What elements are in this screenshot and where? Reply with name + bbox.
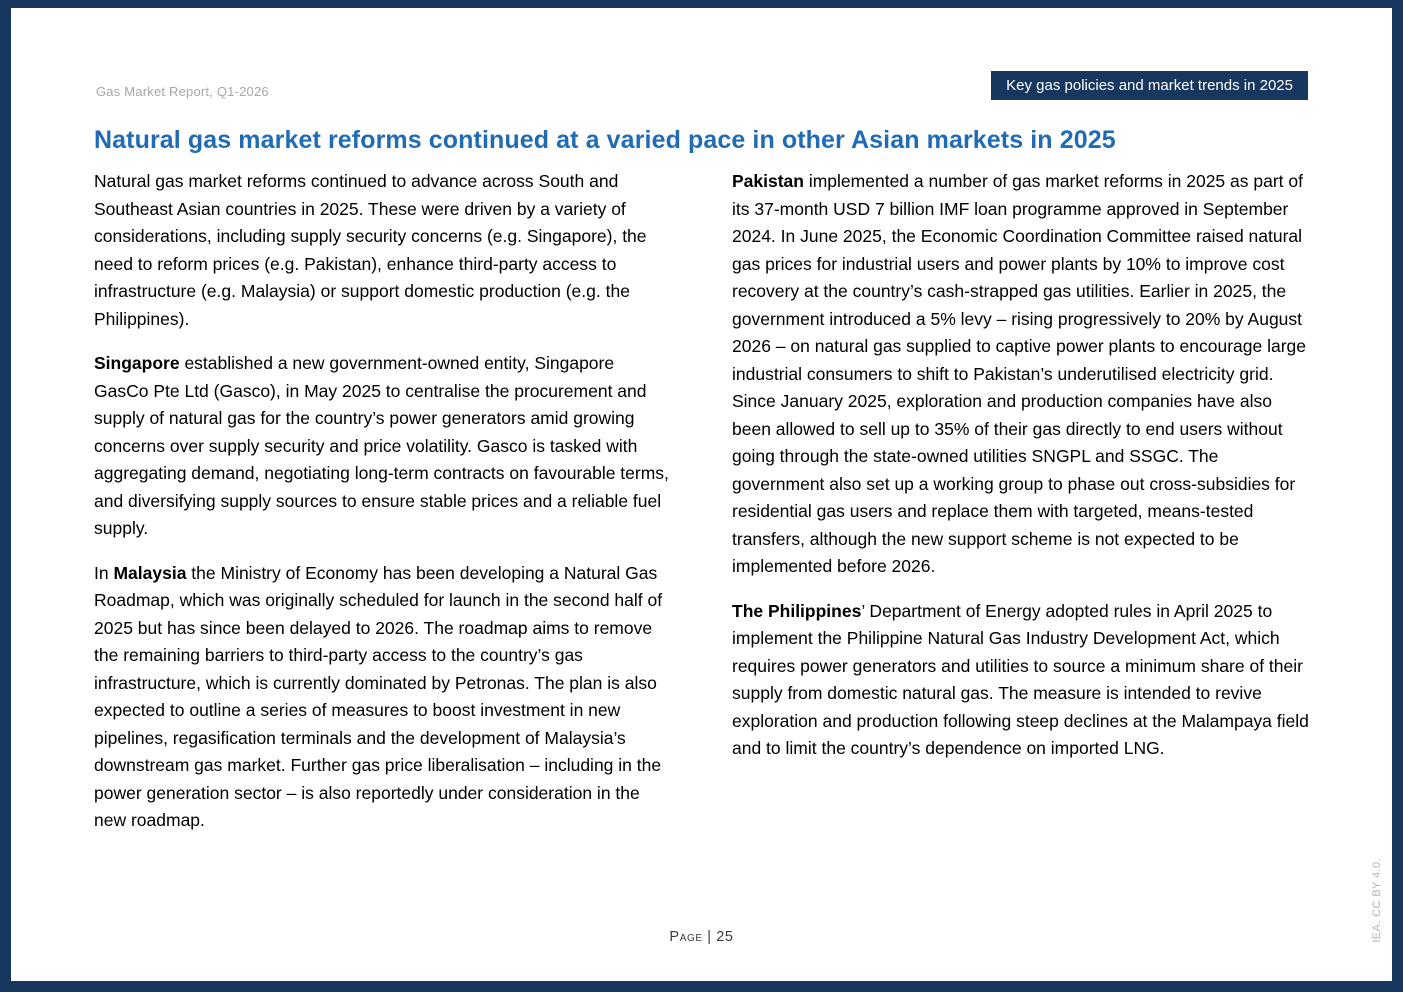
page-footer <box>11 928 1392 946</box>
paragraph-intro <box>94 168 672 333</box>
paragraph-pre: In <box>94 562 114 583</box>
paragraph-text: implemented a number of gas market reforms in 2025 as part of its 37-month USD 7 billion IMF loan programme approved in September 2024. In June 2025, the Economic Coordination Committee raised natural gas prices for industrial users and power plants by 10% to improve cost recovery at the country’s cash-strapped gas utilities. Earlier in 2025, the government introduced a 5% levy – rising progressively to 20% by August 2026 – on natural gas supplied to captive power plants to encourage large industrial consumers to shift to Pakistan’s underutilised electricity grid. Since January 2025, exploration and production companies have also been allowed to sell up to 35% of their gas directly to end users without going through the state-owned utilities SNGPL and SSGC. The government also set up a working group to phase out cross-subsidies for residential gas users and replace them with targeted, means-tested transfers, although the new support scheme is not expected to be implemented before 2026. <box>732 171 1307 576</box>
paragraph-text: ’ Department of Energy adopted rules in April 2025 to implement the Philippine Natural Gas Industry Development Act, which requires power generators and utilities to source a minimum share of their supply from domestic natural gas. The measure is intended to revive exploration and production following steep declines at the Malampaya field and to limit the country’s dependence on imported LNG. <box>732 600 1309 758</box>
paragraph-malaysia <box>94 560 672 835</box>
paragraph-singapore <box>94 350 672 543</box>
section-banner <box>991 71 1308 100</box>
report-label: Gas Market Report, Q1-2026 <box>96 84 269 99</box>
section-banner-text: Key gas policies and market trends in 2025 <box>1006 77 1293 94</box>
paragraph-philippines <box>732 598 1310 763</box>
paragraph-lead: Malaysia <box>113 562 187 583</box>
page-title: Natural gas market reforms continued at a varied pace in other Asian markets in 2025 <box>94 126 1116 154</box>
paragraph-lead: The Philippines <box>732 600 862 621</box>
paragraph-text: Natural gas market reforms continued to advance across South and Southeast Asian countries in 2025. These were driven by a variety of considerations, including supply security concerns (e.g. Singapore), the need to reform prices (e.g. Pakistan), enhance third-party access to infrastructure (e.g. Malaysia) or support domestic production (e.g. the Philippines). <box>94 171 647 329</box>
paragraph-pakistan <box>732 168 1310 581</box>
body-columns <box>94 168 1310 852</box>
right-column <box>732 168 1310 852</box>
paragraph-text: the Ministry of Economy has been developing a Natural Gas Roadmap, which was originally scheduled for launch in the second half of 2025 but has since been delayed to 2026. The roadmap aims to remove the remaining barriers to third-party access to the country’s gas infrastructure, which is currently dominated by Petronas. The plan is also expected to outline a series of measures to boost investment in new pipelines, regasification terminals and the development of Malaysia’s downstream gas market. Further gas price liberalisation – including in the power generation sector – is also reportedly under consideration in the new roadmap. <box>94 562 663 830</box>
paragraph-lead: Pakistan <box>732 171 804 191</box>
page-number: Page | 25 <box>669 929 734 945</box>
paragraph-text: established a new government-owned entity, Singapore GasCo Pte Ltd (Gasco), in May 2025 to centralise the procurement and supply of natural gas for the country’s power generators amid growing concerns over supply security and price volatility. Gasco is tasked with aggregating demand, negotiating long-term contracts on favourable terms, and diversifying supply sources to ensure stable prices and a reliable fuel supply. <box>94 353 669 538</box>
paragraph-lead: Singapore <box>94 353 180 373</box>
license-note: IEA. CC BY 4.0. <box>1371 858 1383 943</box>
left-column <box>94 168 672 852</box>
